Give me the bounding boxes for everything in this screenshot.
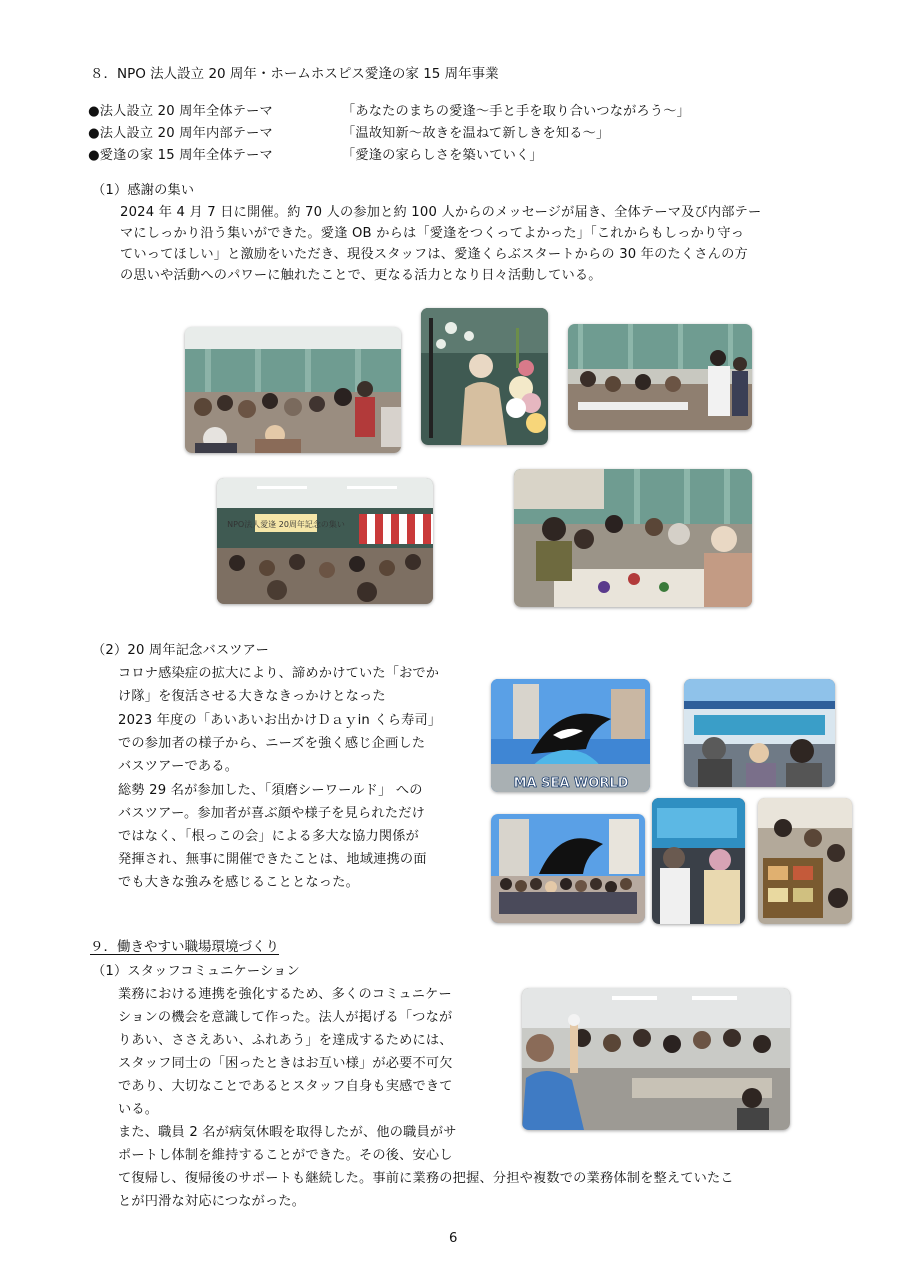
sub2-line-3: 2023 年度の「あいあいお出かけＤａｙin くら寿司」 xyxy=(118,713,442,728)
photo-gathering-stage xyxy=(217,478,433,604)
theme-label-2: ●法人設立 20 周年内部テーマ xyxy=(88,126,273,141)
photo-seaworld-group xyxy=(491,814,645,923)
section9-heading: ９．働きやすい職場環境づくり xyxy=(90,939,279,955)
sub2-line-1: コロナ感染症の拡大により、諦めかけていた「おでか xyxy=(118,666,440,681)
photo-gathering-hall xyxy=(185,327,401,453)
theme-value-3: 「愛逢の家らしさを築いていく」 xyxy=(342,148,543,163)
photo-seaworld-lunch xyxy=(758,798,852,924)
photo-seaworld-orca-sign xyxy=(491,679,650,792)
sub1-heading: （1）感謝の集い xyxy=(92,183,195,198)
sec9-line-8: ポートし体制を維持することができた。その後、安心し xyxy=(118,1148,453,1163)
sec9-sub1-heading: （1）スタッフコミュニケーション xyxy=(92,964,300,979)
photo-gathering-meal xyxy=(514,469,752,607)
page-number: 6 xyxy=(449,1231,458,1246)
sub2-line-9: 発揮され、無事に開催できたことは、地域連携の面 xyxy=(118,852,427,867)
sub2-heading: （2）20 周年記念バスツアー xyxy=(92,643,270,658)
sub2-line-10: でも大きな強みを感じることとなった。 xyxy=(118,875,359,890)
theme-label-1: ●法人設立 20 周年全体テーマ xyxy=(88,104,273,119)
photo-gathering-speaker xyxy=(421,308,548,445)
sec9-line-4: スタッフ同士の「困ったときはお互い様」が必要不可欠 xyxy=(118,1056,453,1071)
sub2-line-7: バスツアー。参加者が喜ぶ顔や様子を見られただけ xyxy=(118,806,425,821)
sec9-line-1: 業務における連携を強化するため、多くのコミュニケー xyxy=(118,987,452,1002)
sec9-line-3: りあい、ささえあい、ふれあう」を達成するためには、 xyxy=(118,1033,453,1048)
theme-label-3: ●愛逢の家 15 周年全体テーマ xyxy=(88,148,273,163)
stage-banner-text: NPO法人愛逢 20周年記念の集い xyxy=(227,520,345,529)
sub1-line-3: ていってほしい」と激励をいただき、現役スタッフは、愛逢くらぶスタートからの 30 年のたくさんの方 xyxy=(120,247,748,262)
sub1-line-4: の思いや活動へのパワーに触れたことで、更なる活力となり日々活動している。 xyxy=(120,268,602,283)
sub1-line-1: 2024 年 4 月 7 日に開催。約 70 人の参加と約 100 人からのメッセージが届き、全体テーマ及び内部テー xyxy=(120,205,762,220)
photo-gathering-tables xyxy=(568,324,752,430)
sec9-wide-line-1: て復帰し、復帰後のサポートも継続した。事前に業務の把握、分担や複数での業務体制を整えていたこ xyxy=(118,1171,734,1186)
photo-staff-party xyxy=(522,988,790,1130)
sec9-line-6: いる。 xyxy=(118,1102,159,1117)
sub1-line-2: マにしっかり沿う集いができた。愛逢 OB からは「愛逢をつくってよかった」「これからもしっかり守っ xyxy=(120,226,745,241)
photo-seaworld-pool xyxy=(684,679,835,787)
theme-value-2: 「温故知新〜故きを温ねて新しきを知る〜」 xyxy=(342,126,610,141)
sub2-line-5: バスツアーである。 xyxy=(118,759,239,774)
sec9-line-2: ションの機会を意識して作った。法人が掲げる「つなが xyxy=(118,1010,453,1025)
seaworld-sign-text: MA SEA WORLD xyxy=(513,776,629,791)
section8-heading: ８．NPO 法人設立 20 周年・ホームホスピス愛逢の家 15 周年事業 xyxy=(90,66,499,82)
sec9-line-7: また、職員 2 名が病気休暇を取得したが、他の職員がサ xyxy=(118,1125,457,1140)
sec9-wide-line-2: とが円滑な対応につながった。 xyxy=(118,1194,306,1209)
photo-seaworld-tank xyxy=(652,798,745,924)
sub2-line-2: け隊」を復活させる大きなきっかけとなった xyxy=(118,689,386,704)
sub2-line-6: 総勢 29 名が参加した、「須磨シーワールド」 への xyxy=(118,783,423,798)
sec9-line-5: であり、大切なことであるとスタッフ自身も実感できて xyxy=(118,1079,453,1094)
sub2-line-4: での参加者の様子から、ニーズを強く感じ企画した xyxy=(118,736,426,751)
theme-value-1: 「あなたのまちの愛逢〜手と手を取り合いつながろう〜」 xyxy=(342,104,691,119)
sub2-line-8: ではなく、「根っこの会」による多大な協力関係が xyxy=(118,829,420,844)
